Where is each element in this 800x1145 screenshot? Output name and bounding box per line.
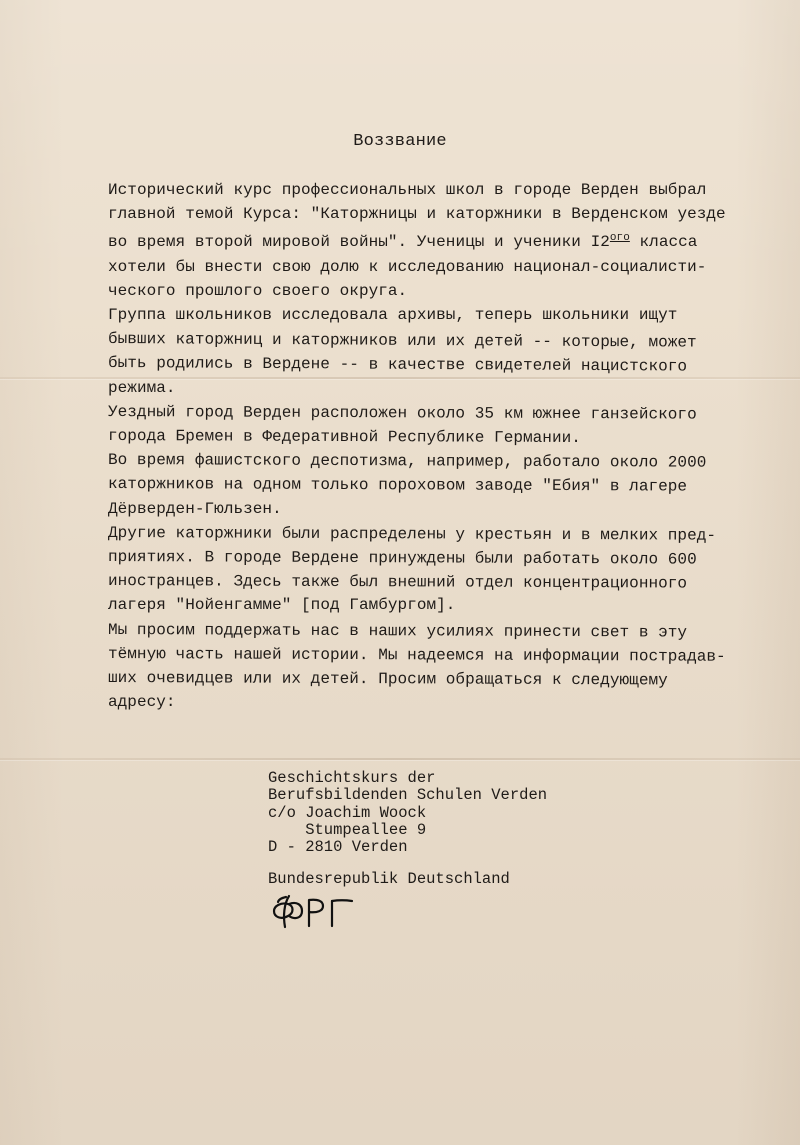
address-line: D - 2810 Verden (268, 838, 408, 857)
text-line: адресу: (108, 693, 176, 712)
text-line (108, 226, 758, 254)
text-line: иностранцев. Здесь также был внешний отдел концентрационного (107, 572, 688, 593)
document-title: Воззвание (353, 132, 447, 151)
paper-fold-line (0, 758, 800, 760)
text-line: города Бремен в Федеративной Республике Германии. (107, 427, 581, 448)
text-line: главной темой Курса: "Каторжницы и каторжники в Верденском уезде (108, 205, 726, 224)
address-line: Stumpeallee 9 (268, 820, 427, 839)
text-line: приятиях. В городе Вердене принуждены были работать около 600 (107, 548, 697, 569)
superscript-ordinal: ого (609, 232, 630, 245)
text-line: Дёрверден-Гюльзен. (108, 499, 282, 518)
text-line: Другие каторжники были распределены у крестьян и в мелких пред- (107, 523, 717, 545)
text-fragment: во время второй мировой войны". Ученицы и ученики I2 (108, 233, 610, 252)
paragraph-search-witnesses (108, 303, 758, 400)
text-line: Исторический курс профессиональных школ в городе Верден выбрал (108, 181, 707, 199)
address-line: c/o Joachim Woock (268, 803, 427, 822)
paragraph-course-topic (108, 178, 758, 303)
paragraph-other-workers (108, 521, 758, 618)
text-line: ших очевидцев или их детей. Просим обращаться к следующему (107, 669, 668, 690)
address-line: Berufsbildenden Schulen Verden (268, 786, 548, 805)
paragraph-location (108, 400, 758, 448)
appeal-body (108, 178, 758, 714)
text-line: Группа школьников исследовала архивы, теперь школьники ищут (108, 306, 678, 325)
text-line: ческого прошлого своего округа. (108, 281, 408, 300)
text-line: режима. (108, 378, 176, 397)
handwritten-frg-mark (268, 892, 363, 932)
text-line: Уездный город Верден расположен около 35 км южнее ганзейского (107, 402, 697, 424)
paragraph-gunpowder-factory (108, 448, 758, 521)
text-line: быть родились в Вердене -- в качестве свидетелей нацистского (107, 354, 688, 376)
mailing-address (268, 770, 628, 856)
text-line: лагеря "Нойенгамме" [под Гамбургом]. (108, 596, 456, 615)
text-line: хотели бы внести свою долю к исследованию национал-социалисти- (108, 257, 707, 276)
text-line: Мы просим поддержать нас в наших усилиях принести свет в эту (107, 620, 688, 642)
address-country: Bundesrepublik Deutschland (268, 870, 510, 888)
text-line: тёмную часть нашей истории. Мы надеемся на информации пострадав- (107, 644, 726, 666)
text-line: бывших каторжниц и каторжников или их детей -- которые, может (107, 330, 697, 352)
paragraph-request-support (108, 618, 758, 715)
text-fragment: класса (629, 233, 698, 252)
text-line: Во время фашистского деспотизма, например, работало около 2000 (107, 451, 707, 472)
text-line: каторжников на одном только пороховом заводе "Ебия" в лагере (107, 475, 688, 496)
address-line: Geschichtskurs der (268, 769, 436, 787)
